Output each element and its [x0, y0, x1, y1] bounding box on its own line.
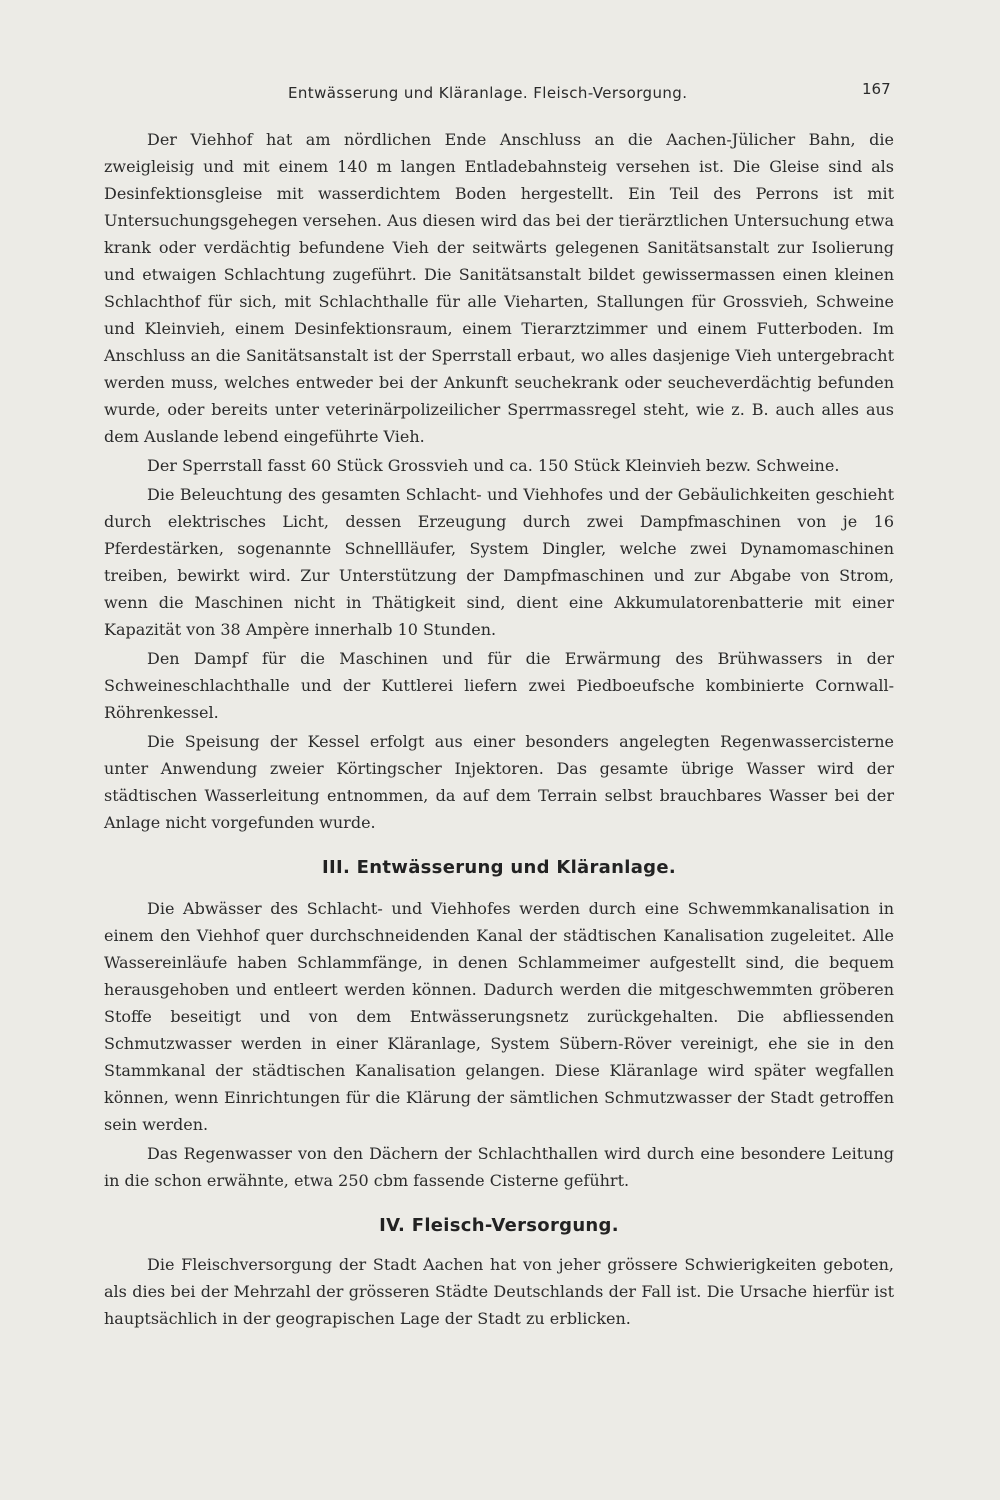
paragraph-abwaesser: Die Abwässer des Schlacht- und Viehhofes werden durch eine Schwemmkanalisation in einem den Viehhof quer durchschneidenden Kanal der städtischen Kanalisation zugeleitet. Alle Wassereinläufe haben Schlammfänge, in denen Schlammeimer aufgestellt sind, die bequem herausgehoben und entleert werden können. Dadurch werden die mitgeschwemmten gröberen Stoffe beseitigt und von dem Entwässerungsnetz zurückgehalten. Die abfliessenden Schmutzwasser werden in einer Kläranlage, System Sübern-Röver vereinigt, ehe sie in den Stammkanal der städtischen Kanalisation gelangen. Diese Kläranlage wird später wegfallen können, wenn Einrichtungen für die Klärung der sämtlichen Schmutzwasser der Stadt getroffen sein werden. — [104, 899, 894, 1134]
paragraph-dampf: Den Dampf für die Maschinen und für die Erwärmung des Brühwassers in der Schweineschlachthalle und der Kuttlerei liefern zwei Piedboeufsche kombinierte Cornwall-Röhrenkessel. — [104, 649, 894, 722]
paragraph-sperrstall: Der Sperrstall fasst 60 Stück Grossvieh und ca. 150 Stück Kleinvieh bezw. Schweine. — [147, 456, 840, 475]
paragraph-beleuchtung: Die Beleuchtung des gesamten Schlacht- und Viehhofes und der Gebäulichkeiten geschieht durch elektrisches Licht, dessen Erzeugung durch zwei Dampfmaschinen von je 16 Pferdestärken, sogenannte Schnellläufer, System Dingler, welche zwei Dynamomaschinen treiben, bewirkt wird. Zur Unterstützung der Dampfmaschinen und zur Abgabe von Strom, wenn die Maschinen nicht in Thätigkeit sind, dient eine Akkumulatorenbatterie mit einer Kapazität von 38 Ampère innerhalb 10 Stunden. — [104, 485, 894, 639]
running-head: Entwässerung und Kläranlage. Fleisch-Versorgung. — [288, 84, 688, 102]
paragraph-fleischversorgung: Die Fleischversorgung der Stadt Aachen hat von jeher grössere Schwierigkeiten geboten, als dies bei der Mehrzahl der grösseren Städte Deutschlands der Fall ist. Die Ursache hierfür ist hauptsächlich in der geograpischen Lage der Stadt zu erblicken. — [104, 1255, 894, 1328]
section-heading-fleisch-versorgung: IV. Fleisch-Versorgung. — [379, 1215, 619, 1236]
paragraph-viehhof: Der Viehhof hat am nördlichen Ende Anschluss an die Aachen-Jülicher Bahn, die zweigleisig und mit einem 140 m langen Entladebahnsteig versehen ist. Die Gleise sind als Desinfektionsgleise mit wasserdichtem Boden hergestellt. Ein Teil des Perrons ist mit Untersuchungsgehegen versehen. Aus diesen wird das bei der tierärztlichen Untersuchung etwa krank oder verdächtig befundene Vieh der seitwärts gelegenen Sanitätsanstalt zur Isolierung und etwaigen Schlachtung zugeführt. Die Sanitätsanstalt bildet gewissermassen einen kleinen Schlachthof für sich, mit Schlachthalle für alle Vieharten, Stallungen für Grossvieh, Schweine und Kleinvieh, einem Desinfektionsraum, einem Tierarztzimmer und einem Futterboden. Im Anschluss an die Sanitätsanstalt ist der Sperrstall erbaut, wo alles dasjenige Vieh untergebracht werden muss, welches entweder bei der Ankunft seuchekrank oder seucheverdächtig befunden wurde, oder bereits unter veterinärpolizeilicher Sperrmassregel steht, wie z. B. auch alles aus dem Auslande lebend eingeführte Vieh. — [104, 130, 894, 446]
paragraph-speisung: Die Speisung der Kessel erfolgt aus einer besonders angelegten Regenwassercisterne unter Anwendung zweier Körtingscher Injektoren. Das gesamte übrige Wasser wird der städtischen Wasserleitung entnommen, da auf dem Terrain selbst brauchbares Wasser bei der Anlage nicht vorgefunden wurde. — [104, 732, 894, 832]
page-number: 167 — [862, 80, 891, 98]
paragraph-regenwasser: Das Regenwasser von den Dächern der Schlachthallen wird durch eine besondere Leitung in die schon erwähnte, etwa 250 cbm fassende Cisterne geführt. — [104, 1144, 894, 1190]
section-heading-entwaesserung: III. Entwässerung und Kläranlage. — [321, 857, 676, 878]
page-body — [104, 126, 894, 1334]
